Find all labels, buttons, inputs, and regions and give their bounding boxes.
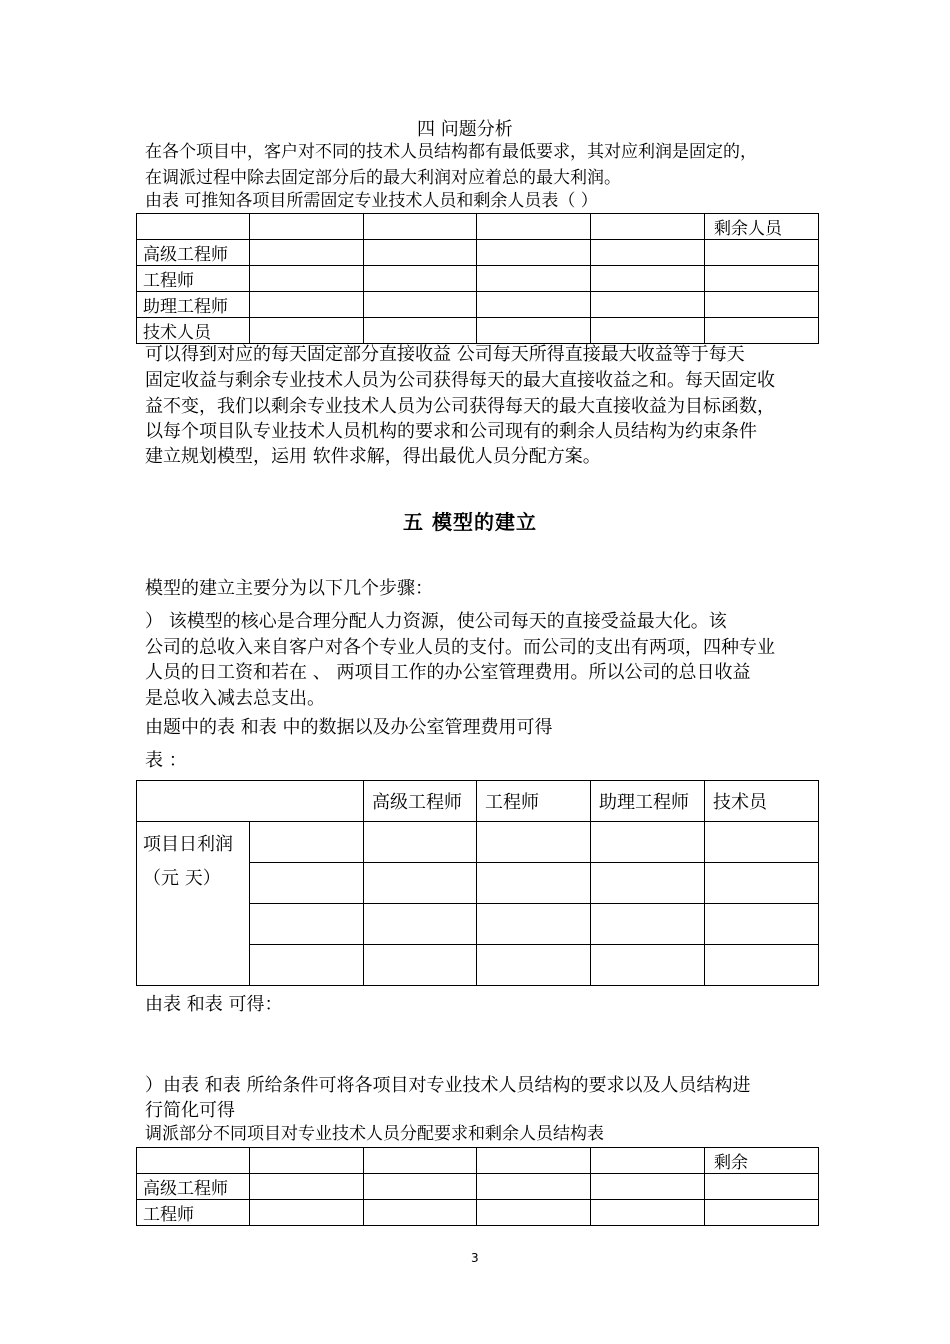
column-header-remaining: 剩余人员 <box>705 214 819 240</box>
paragraph-line: 在各个项目中，客户对不同的技术人员结构都有最低要求，其对应利润是固定的， <box>145 142 757 162</box>
row-label-project-daily-profit <box>137 822 250 986</box>
paragraph-line: 以每个项目队专业技术人员机构的要求和公司现有的剩余人员结构为约束条件 <box>145 421 757 442</box>
table-cell <box>364 214 477 240</box>
table-project-daily-profit <box>136 780 819 986</box>
row-label: 高级工程师 <box>137 240 250 266</box>
table-row <box>137 822 819 863</box>
table-3-caption: 调派部分不同项目对专业技术人员分配要求和剩余人员结构表 <box>145 1124 604 1144</box>
paragraph-line: 建立规划模型，运用 软件求解，得出最优人员分配方案。 <box>145 446 601 467</box>
row-label: 工程师 <box>137 1200 250 1226</box>
paragraph-line: ） 该模型的核心是合理分配人力资源，使公司每天的直接受益最大化。该 <box>145 611 727 632</box>
table-fixed-and-remaining-staff <box>136 213 819 344</box>
row-label: 助理工程师 <box>137 292 250 318</box>
row-label-line: 项目日利润 <box>143 834 233 855</box>
table-row <box>137 266 819 292</box>
table-row <box>137 240 819 266</box>
section-5-heading: 五 模型的建立 <box>403 510 537 534</box>
column-header-remaining: 剩余 <box>705 1148 819 1174</box>
row-label: 工程师 <box>137 266 250 292</box>
column-header: 高级工程师 <box>364 781 477 822</box>
table-row <box>137 781 819 822</box>
table-cell <box>591 214 705 240</box>
table-row <box>137 1200 819 1226</box>
table-cell <box>137 214 250 240</box>
data-source-line: 由题中的表 和表 中的数据以及办公室管理费用可得 <box>145 717 553 738</box>
table-1-caption: 由表 可推知各项目所需固定专业技术人员和剩余人员表（ ） <box>145 191 598 211</box>
column-header: 助理工程师 <box>591 781 705 822</box>
table-cell <box>250 214 364 240</box>
table-dispatch-requirements <box>136 1147 819 1226</box>
paragraph-line: 人员的日工资和若在 、 两项目工作的办公室管理费用。所以公司的总日收益 <box>145 662 751 683</box>
paragraph-line: 行简化可得 <box>145 1100 235 1121</box>
section-5-intro: 模型的建立主要分为以下几个步骤： <box>145 578 433 599</box>
paragraph-line: 益不变，我们以剩余专业技术人员为公司获得每天的最大直接收益为目标函数， <box>145 396 775 417</box>
table-row <box>137 1148 819 1174</box>
paragraph-line: 可以得到对应的每天固定部分直接收益 公司每天所得直接最大收益等于每天 <box>145 344 745 365</box>
paragraph-line: 是总收入减去总支出。 <box>145 688 325 709</box>
paragraph-line: 固定收益与剩余专业技术人员为公司获得每天的最大直接收益之和。每天固定收 <box>145 370 775 391</box>
paragraph-line: 在调派过程中除去固定部分后的最大利润对应着总的最大利润。 <box>145 168 621 188</box>
table-cell <box>477 214 591 240</box>
column-header: 技术员 <box>705 781 819 822</box>
paragraph-line: ）由表 和表 所给条件可将各项目对专业技术人员结构的要求以及人员结构进 <box>145 1075 751 1096</box>
table-row <box>137 214 819 240</box>
table-row <box>137 292 819 318</box>
table-row <box>137 1174 819 1200</box>
table-2-caption: 表 ： <box>145 750 187 771</box>
row-label: 高级工程师 <box>137 1174 250 1200</box>
table-cell <box>137 781 364 822</box>
derive-line: 由表 和表 可得： <box>145 994 283 1015</box>
page-number: 3 <box>471 1251 479 1265</box>
row-label: 技术人员 <box>137 318 250 344</box>
section-4-heading: 四 问题分析 <box>417 119 513 140</box>
column-header: 工程师 <box>477 781 591 822</box>
paragraph-line: 公司的总收入来自客户对各个专业人员的支付。而公司的支出有两项，四种专业 <box>145 637 775 658</box>
row-label-unit: （元 天） <box>143 868 221 889</box>
